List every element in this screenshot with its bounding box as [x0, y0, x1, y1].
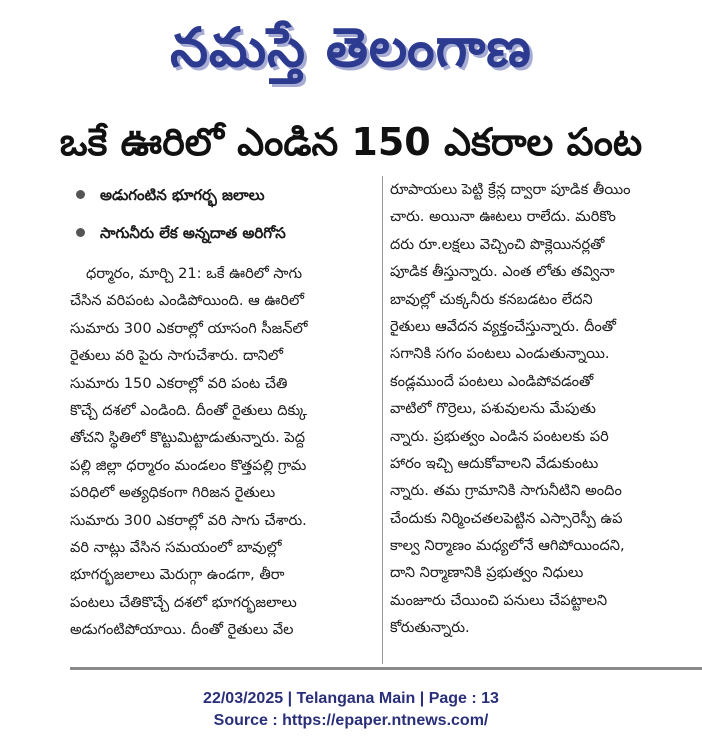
body-line: పూడిక తీస్తున్నారు. ఎంత లోతు తవ్వినా [390, 263, 615, 281]
article-body-right [390, 176, 696, 642]
body-line: భూగర్భజలాలు మెరుగ్గా ఉండగా, తీరా [70, 566, 285, 584]
source-footer [0, 688, 702, 732]
body-line: వాటిలో గొర్రెలు, పశువులను మేపుతు [390, 400, 596, 418]
body-line: కొచ్చే దశలో ఎండింది. దీంతో రైతులు దిక్కు [70, 401, 308, 419]
article-bottom-rule [70, 667, 702, 670]
body-line: రూపాయలు పెట్టి క్రేన్ల ద్వారా పూడిక తీయిం [390, 181, 631, 198]
bullet-dot-icon [76, 228, 85, 237]
body-line: హారం ఇచ్చి ఆదుకోవాలని వేడుకుంటు [390, 454, 599, 472]
body-line: పల్లి జిల్లా ధర్మారం మండలం కొత్తపల్లి గ్రామ [70, 456, 307, 474]
body-line: కండ్లముందే పంటలు ఎండిపోవడంతో [390, 372, 594, 390]
body-line: సుమారు 300 ఎకరాల్లో వరి సాగు చేశారు. [70, 511, 307, 529]
footer-source-line: Source : https://epaper.ntnews.com/ [213, 712, 489, 729]
article-column-right [390, 176, 696, 666]
body-line: మంజూరు చేయించి పనులు చేపట్టాలని [390, 591, 608, 609]
subheadline-item [70, 214, 376, 252]
newspaper-masthead [0, 4, 702, 94]
body-line: చేసిన వరిపంట ఎండిపోయింది. ఆ ఊరిలో [70, 292, 305, 310]
article-body-left [70, 260, 376, 643]
subheadline-item [70, 176, 376, 214]
body-line: న్నారు. తమ గ్రామానికి సాగునీటిని అందిం [390, 482, 622, 500]
body-line: దాని నిర్మాణానికి ప్రభుత్వం నిధులు [390, 564, 584, 582]
article-headline: ఒకే ఊరిలో ఎండిన 150 ఎకరాల పంట [59, 120, 643, 164]
body-line: కోరుతున్నారు. [390, 619, 470, 637]
body-line: తోచని స్థితిలో కొట్టుమిట్టాడుతున్నారు. పెద్ద [70, 429, 306, 447]
body-line: సుమారు 300 ఎకరాల్లో యాసంగి సీజన్‌లో [70, 319, 308, 337]
article-column-left [70, 176, 376, 666]
footer-edition-line: 22/03/2025 | Telangana Main | Page : 13 [203, 690, 499, 707]
body-line: బావుల్లో చుక్కనీరు కనబడటం లేదని [390, 290, 593, 308]
body-line: ధర్మారం, మార్చి 21: ఒకే ఊరిలో సాగు [86, 265, 303, 282]
body-line: పంటలు చేతికొచ్చే దశలో భూగర్భజలాలు [70, 593, 297, 611]
subheadline-text: అడుగంటిన భూగర్భ జలాలు [100, 186, 265, 204]
body-line: న్నారు. ప్రభుత్వం ఎండిన పంటలకు పరి [390, 427, 609, 445]
body-line: పరిధిలో అత్యధికంగా గిరిజన రైతులు [70, 484, 276, 502]
body-line: చేందుకు నిర్మించతలపెట్టిన ఎస్సారెస్పీ ఉప [390, 509, 623, 527]
body-line: రైతులు ఆవేదన వ్యక్తంచేస్తున్నారు. దీంతో [390, 317, 617, 335]
subheadline-list [70, 176, 376, 252]
body-line: చారు. అయినా ఊటలు రాలేదు. మరికొం [390, 208, 616, 226]
column-divider [382, 176, 383, 664]
body-line: సుమారు 150 ఎకరాల్లో వరి పంట చేతి [70, 374, 288, 392]
bullet-dot-icon [76, 190, 85, 199]
subheadline-text: సాగునీరు లేక అన్నదాత అరిగోస [100, 224, 286, 242]
body-line: రైతులు వరి పైరు సాగుచేశారు. దానిలో [70, 347, 284, 365]
body-line: సగానికి సగం పంటలు ఎండుతున్నాయి. [390, 345, 610, 363]
body-line: వరి నాట్లు వేసిన సమయంలో బావుల్లో [70, 538, 282, 556]
body-line: కాల్వ నిర్మాణం మధ్యలోనే ఆగిపోయిందని, [390, 537, 625, 555]
body-line: దరు రూ.లక్షలు వెచ్చించి పొక్లెయినర్లతో [390, 235, 605, 253]
body-line: అడుగంటిపోయాయి. దీంతో రైతులు వేల [70, 621, 294, 639]
masthead-logo-text: నమస్తే తెలంగాణ [170, 16, 532, 79]
